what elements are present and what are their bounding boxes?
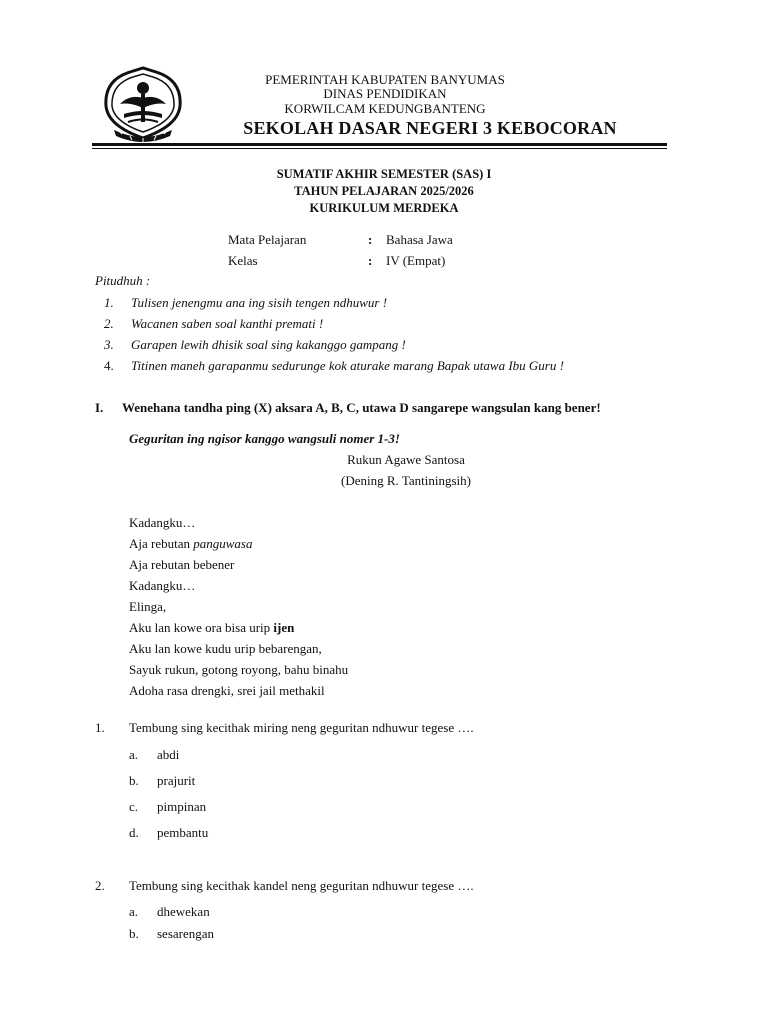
section-number: I.: [95, 400, 104, 415]
poem-bold-word: ijen: [273, 620, 295, 635]
banyumas-regency-emblem-icon: [100, 64, 186, 142]
class-value: IV (Empat): [386, 253, 446, 268]
instruction-number: 3.: [104, 337, 114, 352]
poem-line: Aja rebutan panguwasa: [129, 536, 253, 551]
option-letter: a.: [129, 747, 139, 762]
instructions-heading: Pitudhuh :: [95, 273, 151, 288]
poem-italic-word: panguwasa: [193, 536, 253, 551]
question-number: 1.: [95, 720, 105, 735]
header-school-name: SEKOLAH DASAR NEGERI 3 KEBOCORAN: [243, 118, 617, 138]
header-agency: DINAS PENDIDIKAN: [323, 86, 447, 101]
subject-colon: :: [368, 232, 373, 247]
class-colon: :: [368, 253, 373, 268]
instruction-text: Wacanen saben soal kanthi premati !: [131, 316, 324, 331]
option-text: sesarengan: [157, 926, 215, 941]
poem-line: Aja rebutan bebener: [129, 557, 235, 572]
option-text: dhewekan: [157, 904, 210, 919]
option-letter: b.: [129, 773, 139, 788]
option-letter: c.: [129, 799, 139, 814]
poem-note: Geguritan ing ngisor kanggo wangsuli nomer 1-3!: [129, 431, 400, 446]
poem-author: (Dening R. Tantiningsih): [341, 473, 471, 488]
header-government: PEMERINTAH KABUPATEN BANYUMAS: [265, 72, 505, 87]
poem-line: Kadangku…: [129, 515, 196, 530]
option-text: prajurit: [157, 773, 196, 788]
poem-line: Kadangku…: [129, 578, 196, 593]
poem-line: Aku lan kowe kudu urip bebarengan,: [129, 641, 322, 656]
exam-title: SUMATIF AKHIR SEMESTER (SAS) I: [276, 167, 492, 181]
instruction-text: Tulisen jenengmu ana ing sisih tengen ndhuwur !: [131, 295, 388, 310]
section-instruction: Wenehana tandha ping (X) aksara A, B, C, utawa D sangarepe wangsulan kang bener!: [122, 400, 601, 415]
instruction-number: 2.: [104, 316, 114, 331]
poem-line: Sayuk rukun, gotong royong, bahu binahu: [129, 662, 349, 677]
exam-year: TAHUN PELAJARAN 2025/2026: [294, 184, 474, 198]
question-number: 2.: [95, 878, 105, 893]
header-divider-thick: [92, 143, 667, 146]
class-label: Kelas: [228, 253, 258, 268]
subject-value: Bahasa Jawa: [386, 232, 453, 247]
option-text: pimpinan: [157, 799, 207, 814]
instruction-number: 4.: [104, 358, 114, 373]
header-divider-thin: [92, 148, 667, 149]
question-text: Tembung sing kecithak miring neng geguritan ndhuwur tegese ….: [129, 720, 474, 735]
option-text: pembantu: [157, 825, 209, 840]
header-district-office: KORWILCAM KEDUNGBANTENG: [284, 101, 486, 116]
poem-line: Aku lan kowe ora bisa urip ijen: [129, 620, 295, 635]
poem-title: Rukun Agawe Santosa: [347, 452, 465, 467]
poem-line: Adoha rasa drengki, srei jail methakil: [129, 683, 325, 698]
option-text: abdi: [157, 747, 180, 762]
option-letter: a.: [129, 904, 139, 919]
poem-line: Elinga,: [129, 599, 167, 614]
instruction-text: Garapen lewih dhisik soal sing kakanggo gampang !: [131, 337, 406, 352]
question-text: Tembung sing kecithak kandel neng geguritan ndhuwur tegese ….: [129, 878, 474, 893]
instruction-number: 1.: [104, 295, 114, 310]
subject-label: Mata Pelajaran: [228, 232, 307, 247]
instruction-text: Titinen maneh garapanmu sedurunge kok aturake marang Bapak utawa Ibu Guru !: [131, 358, 564, 373]
option-letter: d.: [129, 825, 139, 840]
option-letter: b.: [129, 926, 139, 941]
exam-curriculum: KURIKULUM MERDEKA: [309, 201, 459, 215]
